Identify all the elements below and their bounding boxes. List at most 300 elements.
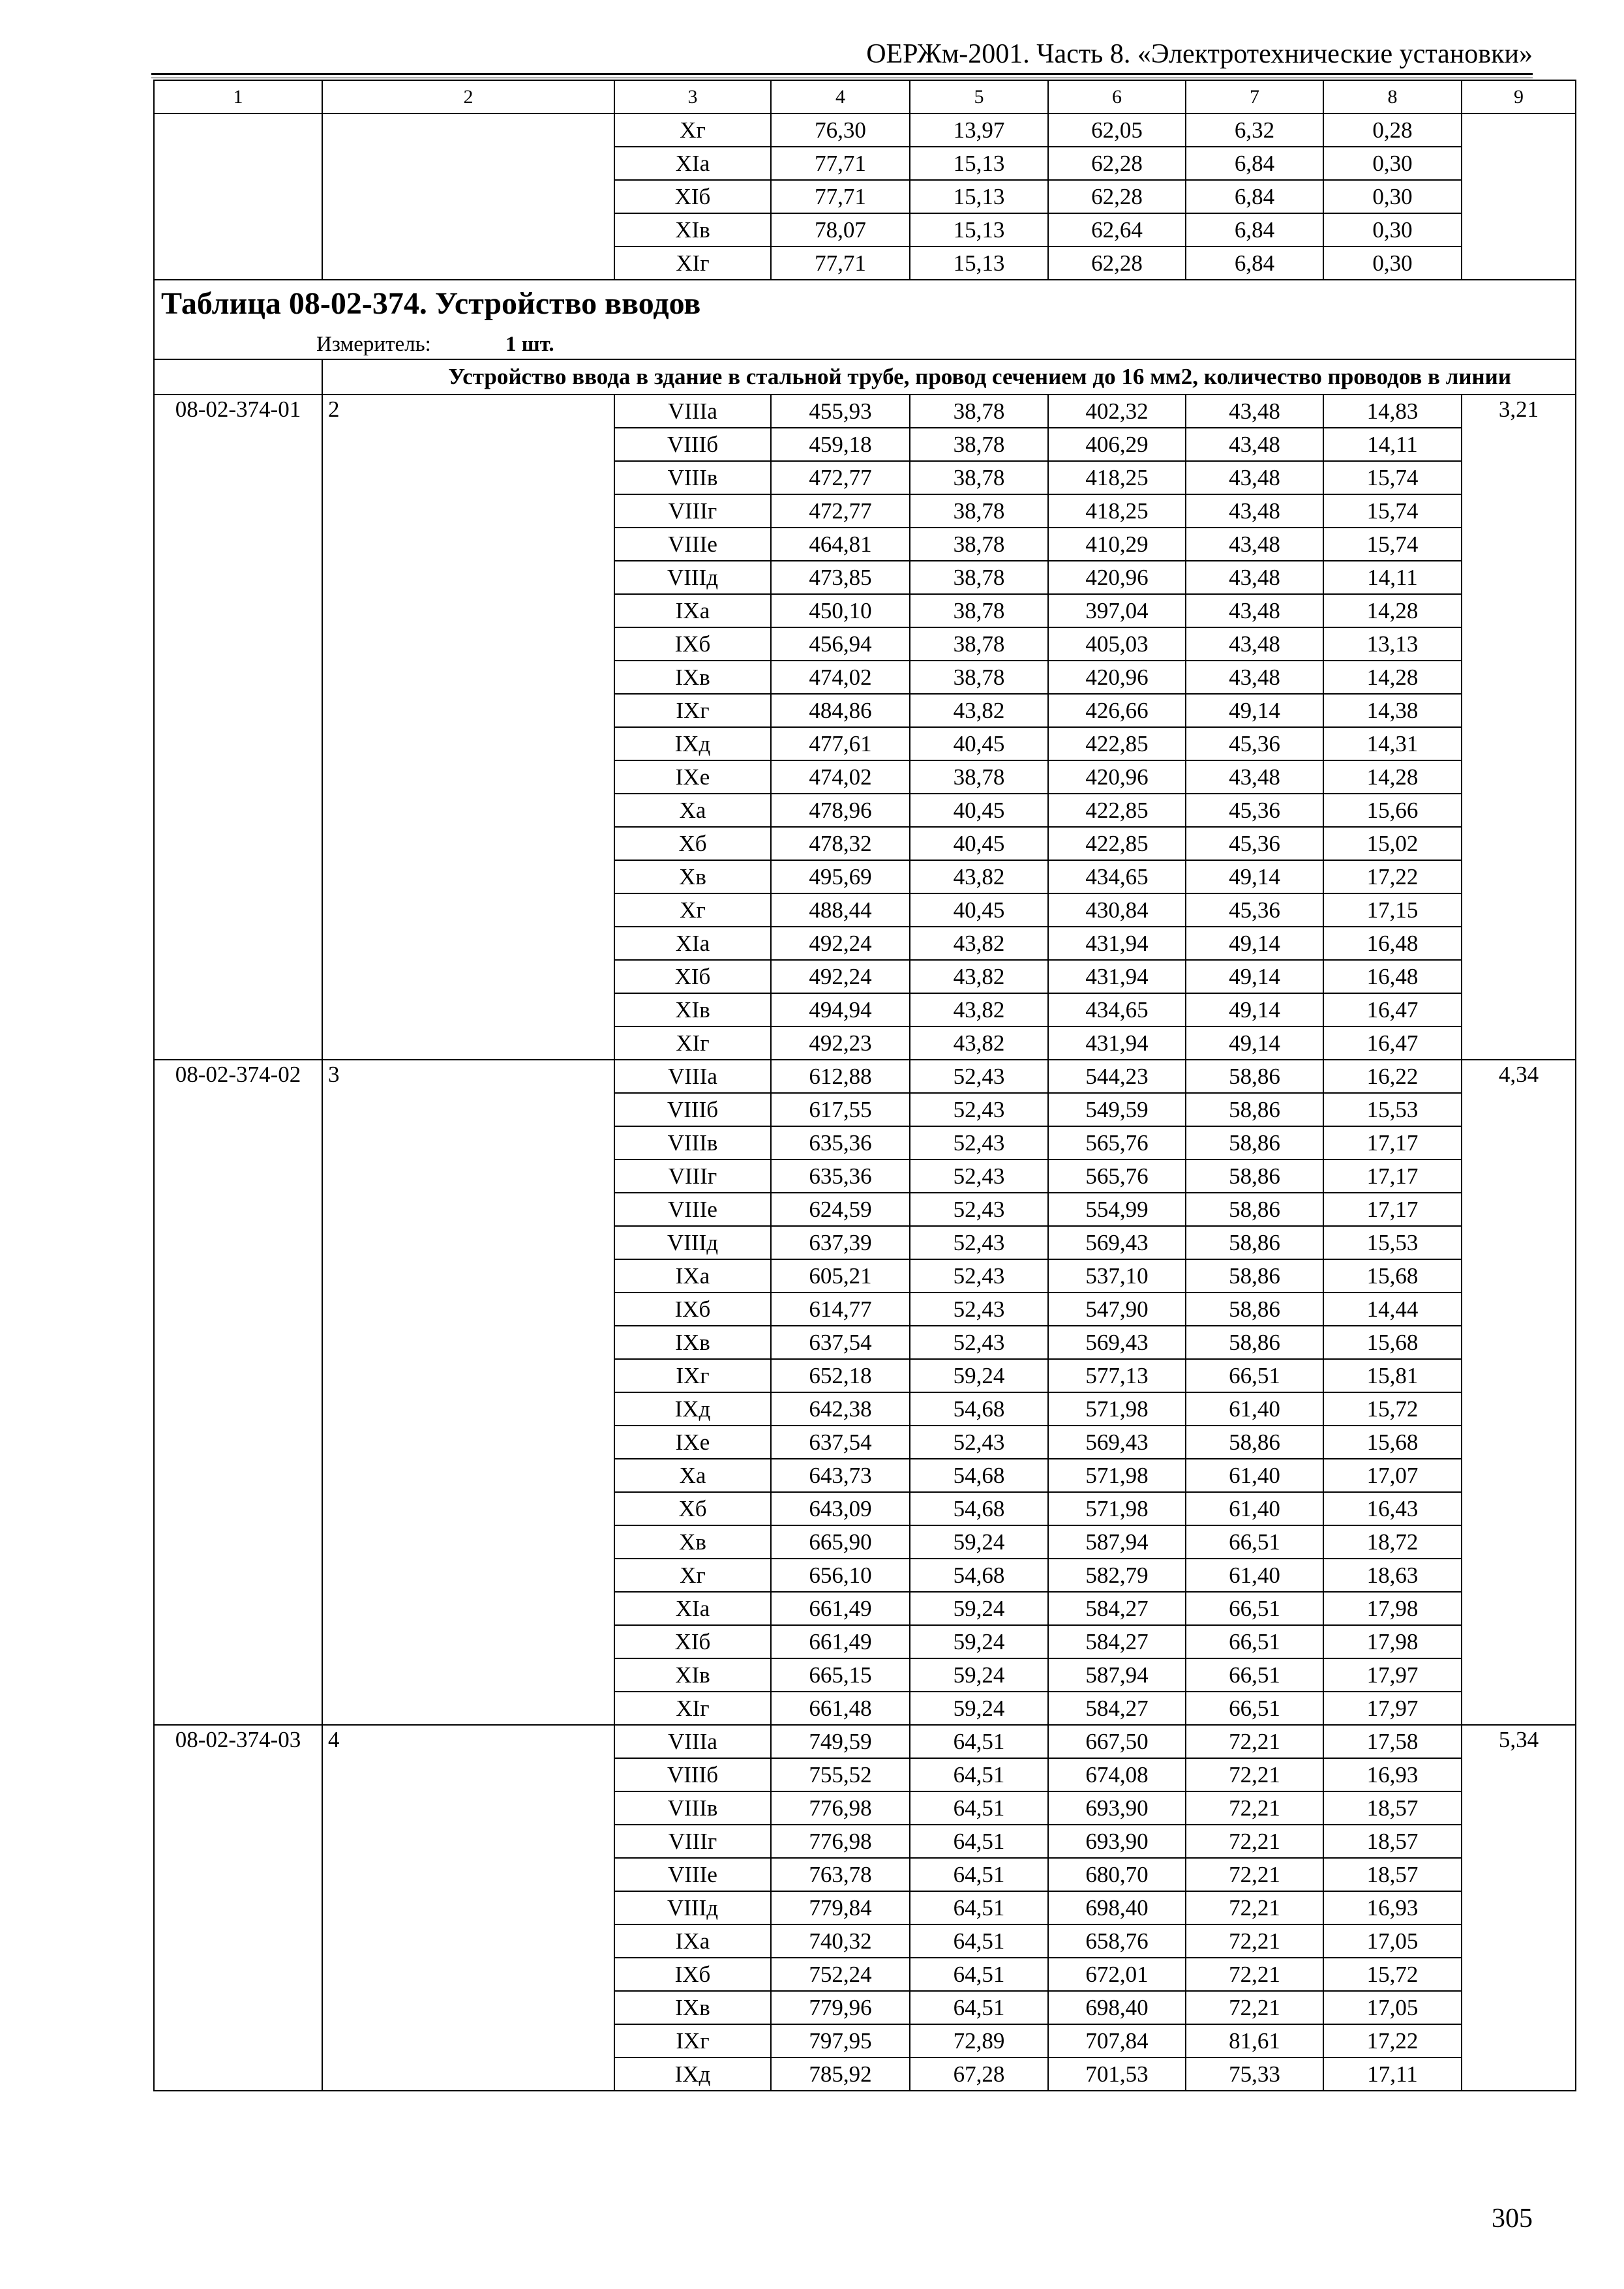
- value-cell: 779,84: [771, 1891, 910, 1924]
- value-cell: 405,03: [1048, 627, 1186, 661]
- zone-cell: VIIIб: [614, 428, 771, 461]
- table-title-row: [154, 280, 1576, 329]
- value-cell: 43,82: [910, 927, 1048, 960]
- value-cell: 617,55: [771, 1093, 910, 1126]
- unit-row: [154, 329, 1576, 359]
- value-cell: 6,84: [1186, 247, 1323, 280]
- value-cell: 420,96: [1048, 760, 1186, 794]
- value-cell: 661,49: [771, 1592, 910, 1625]
- zone-cell: VIIIа: [614, 395, 771, 428]
- wire-count-cell: 2: [322, 395, 614, 1060]
- value-cell: 15,13: [910, 213, 1048, 247]
- value-cell: 0,28: [1323, 113, 1462, 147]
- value-cell: 49,14: [1186, 993, 1323, 1026]
- value-cell: 15,81: [1323, 1359, 1462, 1392]
- column-number: 9: [1462, 80, 1576, 113]
- table-body: [154, 80, 1576, 2091]
- zone-cell: IХв: [614, 661, 771, 694]
- table-title: Таблица 08-02-374. Устройство вводов: [161, 286, 701, 321]
- col9-cell: [1462, 113, 1576, 280]
- value-cell: 569,43: [1048, 1226, 1186, 1259]
- value-cell: 13,97: [910, 113, 1048, 147]
- value-cell: 77,71: [771, 180, 910, 213]
- value-cell: 635,36: [771, 1126, 910, 1159]
- zone-cell: VIIIг: [614, 1159, 771, 1193]
- column-number: 6: [1048, 80, 1186, 113]
- zone-cell: VIIIв: [614, 1126, 771, 1159]
- zone-cell: ХIв: [614, 993, 771, 1026]
- value-cell: 582,79: [1048, 1559, 1186, 1592]
- zone-cell: IХг: [614, 1359, 771, 1392]
- section-header-row: [154, 359, 1576, 395]
- value-cell: 0,30: [1323, 147, 1462, 180]
- value-cell: 637,54: [771, 1426, 910, 1459]
- header-rule: [151, 73, 1533, 75]
- code-cell: 08-02-374-02: [154, 1060, 322, 1725]
- value-cell: 15,68: [1323, 1259, 1462, 1293]
- value-cell: 52,43: [910, 1293, 1048, 1326]
- zone-cell: ХIа: [614, 1592, 771, 1625]
- value-cell: 38,78: [910, 661, 1048, 694]
- value-cell: 652,18: [771, 1359, 910, 1392]
- value-cell: 58,86: [1186, 1426, 1323, 1459]
- value-cell: 58,86: [1186, 1259, 1323, 1293]
- value-cell: 54,68: [910, 1459, 1048, 1492]
- value-cell: 43,48: [1186, 760, 1323, 794]
- value-cell: 62,28: [1048, 180, 1186, 213]
- value-cell: 18,57: [1323, 1791, 1462, 1825]
- zone-cell: Хг: [614, 893, 771, 927]
- section-header-cell: [322, 359, 1576, 395]
- code-cell: 08-02-374-03: [154, 1725, 322, 2091]
- value-cell: 45,36: [1186, 794, 1323, 827]
- value-cell: 420,96: [1048, 561, 1186, 594]
- zone-cell: Хб: [614, 1492, 771, 1525]
- value-cell: 6,84: [1186, 147, 1323, 180]
- value-cell: 18,57: [1323, 1858, 1462, 1891]
- value-cell: 66,51: [1186, 1592, 1323, 1625]
- value-cell: 554,99: [1048, 1193, 1186, 1226]
- value-cell: 693,90: [1048, 1825, 1186, 1858]
- zone-cell: IХб: [614, 1293, 771, 1326]
- value-cell: 14,28: [1323, 661, 1462, 694]
- value-cell: 474,02: [771, 760, 910, 794]
- col9-cell: 3,21: [1462, 395, 1576, 1060]
- column-number-row: [154, 80, 1576, 113]
- value-cell: 455,93: [771, 395, 910, 428]
- value-cell: 64,51: [910, 1991, 1048, 2024]
- value-cell: 64,51: [910, 1858, 1048, 1891]
- value-cell: 40,45: [910, 827, 1048, 860]
- value-cell: 76,30: [771, 113, 910, 147]
- table-row: [154, 113, 1576, 147]
- value-cell: 571,98: [1048, 1492, 1186, 1525]
- value-cell: 13,13: [1323, 627, 1462, 661]
- value-cell: 40,45: [910, 794, 1048, 827]
- col9-cell: 5,34: [1462, 1725, 1576, 2091]
- value-cell: 58,86: [1186, 1326, 1323, 1359]
- value-cell: 52,43: [910, 1259, 1048, 1293]
- value-cell: 15,66: [1323, 794, 1462, 827]
- value-cell: 64,51: [910, 1725, 1048, 1758]
- value-cell: 16,47: [1323, 1026, 1462, 1060]
- value-cell: 587,94: [1048, 1525, 1186, 1559]
- value-cell: 52,43: [910, 1226, 1048, 1259]
- zone-cell: IХд: [614, 2057, 771, 2091]
- zone-cell: ХIб: [614, 1625, 771, 1658]
- value-cell: 52,43: [910, 1060, 1048, 1093]
- value-cell: 569,43: [1048, 1326, 1186, 1359]
- value-cell: 72,21: [1186, 1891, 1323, 1924]
- value-cell: 40,45: [910, 893, 1048, 927]
- value-cell: 43,48: [1186, 627, 1323, 661]
- value-cell: 477,61: [771, 727, 910, 760]
- value-cell: 577,13: [1048, 1359, 1186, 1392]
- value-cell: 14,28: [1323, 594, 1462, 627]
- column-number: 1: [154, 80, 322, 113]
- value-cell: 624,59: [771, 1193, 910, 1226]
- value-cell: 565,76: [1048, 1159, 1186, 1193]
- value-cell: 661,49: [771, 1625, 910, 1658]
- value-cell: 43,82: [910, 1026, 1048, 1060]
- value-cell: 16,43: [1323, 1492, 1462, 1525]
- value-cell: 75,33: [1186, 2057, 1323, 2091]
- value-cell: 17,11: [1323, 2057, 1462, 2091]
- value-cell: 635,36: [771, 1159, 910, 1193]
- value-cell: 15,74: [1323, 494, 1462, 528]
- value-cell: 45,36: [1186, 893, 1323, 927]
- value-cell: 571,98: [1048, 1392, 1186, 1426]
- value-cell: 16,22: [1323, 1060, 1462, 1093]
- value-cell: 15,53: [1323, 1226, 1462, 1259]
- zone-cell: IХа: [614, 1259, 771, 1293]
- value-cell: 14,83: [1323, 395, 1462, 428]
- value-cell: 45,36: [1186, 727, 1323, 760]
- value-cell: 680,70: [1048, 1858, 1186, 1891]
- zone-cell: Хв: [614, 860, 771, 893]
- zone-cell: IХе: [614, 1426, 771, 1459]
- value-cell: 434,65: [1048, 860, 1186, 893]
- value-cell: 698,40: [1048, 1991, 1186, 2024]
- value-cell: 410,29: [1048, 528, 1186, 561]
- value-cell: 549,59: [1048, 1093, 1186, 1126]
- value-cell: 478,96: [771, 794, 910, 827]
- value-cell: 58,86: [1186, 1226, 1323, 1259]
- value-cell: 587,94: [1048, 1658, 1186, 1692]
- zone-cell: Хв: [614, 1525, 771, 1559]
- value-cell: 672,01: [1048, 1958, 1186, 1991]
- value-cell: 67,28: [910, 2057, 1048, 2091]
- value-cell: 38,78: [910, 594, 1048, 627]
- value-cell: 701,53: [1048, 2057, 1186, 2091]
- value-cell: 43,48: [1186, 561, 1323, 594]
- zone-cell: VIIIе: [614, 1858, 771, 1891]
- zone-cell: VIIIв: [614, 1791, 771, 1825]
- value-cell: 450,10: [771, 594, 910, 627]
- value-cell: 15,53: [1323, 1093, 1462, 1126]
- value-cell: 14,28: [1323, 760, 1462, 794]
- zone-cell: ХIа: [614, 927, 771, 960]
- value-cell: 17,05: [1323, 1991, 1462, 2024]
- value-cell: 58,86: [1186, 1159, 1323, 1193]
- value-cell: 17,58: [1323, 1725, 1462, 1758]
- value-cell: 779,96: [771, 1991, 910, 2024]
- value-cell: 66,51: [1186, 1625, 1323, 1658]
- value-cell: 66,51: [1186, 1359, 1323, 1392]
- wire-count-cell: 3: [322, 1060, 614, 1725]
- value-cell: 18,57: [1323, 1825, 1462, 1858]
- value-cell: 18,63: [1323, 1559, 1462, 1592]
- zone-cell: Хб: [614, 827, 771, 860]
- zone-cell: VIIIг: [614, 1825, 771, 1858]
- value-cell: 18,72: [1323, 1525, 1462, 1559]
- value-cell: 15,72: [1323, 1958, 1462, 1991]
- wire-count-cell: [322, 113, 614, 280]
- value-cell: 740,32: [771, 1924, 910, 1958]
- value-cell: 72,21: [1186, 1858, 1323, 1891]
- value-cell: 569,43: [1048, 1426, 1186, 1459]
- value-cell: 752,24: [771, 1958, 910, 1991]
- value-cell: 72,21: [1186, 1924, 1323, 1958]
- value-cell: 15,13: [910, 247, 1048, 280]
- zone-cell: IХб: [614, 627, 771, 661]
- value-cell: 72,89: [910, 2024, 1048, 2057]
- value-cell: 58,86: [1186, 1126, 1323, 1159]
- value-cell: 643,09: [771, 1492, 910, 1525]
- value-cell: 15,68: [1323, 1326, 1462, 1359]
- value-cell: 52,43: [910, 1426, 1048, 1459]
- value-cell: 38,78: [910, 627, 1048, 661]
- value-cell: 59,24: [910, 1592, 1048, 1625]
- table-title-cell: [154, 280, 1576, 329]
- value-cell: 64,51: [910, 1924, 1048, 1958]
- value-cell: 643,73: [771, 1459, 910, 1492]
- value-cell: 43,82: [910, 960, 1048, 993]
- value-cell: 59,24: [910, 1625, 1048, 1658]
- value-cell: 38,78: [910, 395, 1048, 428]
- value-cell: 785,92: [771, 2057, 910, 2091]
- value-cell: 637,54: [771, 1326, 910, 1359]
- value-cell: 406,29: [1048, 428, 1186, 461]
- value-cell: 431,94: [1048, 927, 1186, 960]
- value-cell: 72,21: [1186, 1791, 1323, 1825]
- zone-cell: IХг: [614, 694, 771, 727]
- value-cell: 16,93: [1323, 1758, 1462, 1791]
- value-cell: 43,48: [1186, 395, 1323, 428]
- value-cell: 38,78: [910, 760, 1048, 794]
- value-cell: 54,68: [910, 1392, 1048, 1426]
- value-cell: 456,94: [771, 627, 910, 661]
- value-cell: 17,22: [1323, 2024, 1462, 2057]
- value-cell: 488,44: [771, 893, 910, 927]
- table-row: [154, 1725, 1576, 1758]
- value-cell: 0,30: [1323, 213, 1462, 247]
- zone-cell: VIIIе: [614, 1193, 771, 1226]
- unit-cell: [154, 329, 1576, 359]
- zone-cell: Хг: [614, 113, 771, 147]
- zone-cell: ХIг: [614, 247, 771, 280]
- value-cell: 38,78: [910, 494, 1048, 528]
- value-cell: 43,48: [1186, 661, 1323, 694]
- value-cell: 698,40: [1048, 1891, 1186, 1924]
- value-cell: 537,10: [1048, 1259, 1186, 1293]
- value-cell: 43,48: [1186, 494, 1323, 528]
- value-cell: 61,40: [1186, 1559, 1323, 1592]
- value-cell: 49,14: [1186, 1026, 1323, 1060]
- value-cell: 492,23: [771, 1026, 910, 1060]
- value-cell: 59,24: [910, 1359, 1048, 1392]
- value-cell: 420,96: [1048, 661, 1186, 694]
- value-cell: 16,47: [1323, 993, 1462, 1026]
- value-cell: 15,13: [910, 180, 1048, 213]
- value-cell: 15,72: [1323, 1392, 1462, 1426]
- column-number: 5: [910, 80, 1048, 113]
- value-cell: 59,24: [910, 1692, 1048, 1725]
- value-cell: 43,82: [910, 860, 1048, 893]
- unit-value: 1 шт.: [505, 333, 554, 356]
- value-cell: 0,30: [1323, 247, 1462, 280]
- zone-cell: VIIIд: [614, 1226, 771, 1259]
- value-cell: 16,48: [1323, 960, 1462, 993]
- value-cell: 64,51: [910, 1958, 1048, 1991]
- value-cell: 494,94: [771, 993, 910, 1026]
- value-cell: 642,38: [771, 1392, 910, 1426]
- value-cell: 776,98: [771, 1791, 910, 1825]
- zone-cell: IХв: [614, 1326, 771, 1359]
- value-cell: 661,48: [771, 1692, 910, 1725]
- zone-cell: ХIб: [614, 960, 771, 993]
- value-cell: 14,31: [1323, 727, 1462, 760]
- value-cell: 776,98: [771, 1825, 910, 1858]
- value-cell: 72,21: [1186, 1725, 1323, 1758]
- value-cell: 77,71: [771, 147, 910, 180]
- value-cell: 656,10: [771, 1559, 910, 1592]
- value-cell: 707,84: [1048, 2024, 1186, 2057]
- value-cell: 693,90: [1048, 1791, 1186, 1825]
- value-cell: 658,76: [1048, 1924, 1186, 1958]
- zone-cell: VIIIб: [614, 1093, 771, 1126]
- value-cell: 492,24: [771, 960, 910, 993]
- column-number: 8: [1323, 80, 1462, 113]
- value-cell: 38,78: [910, 461, 1048, 494]
- value-cell: 544,23: [1048, 1060, 1186, 1093]
- value-cell: 54,68: [910, 1492, 1048, 1525]
- value-cell: 72,21: [1186, 1825, 1323, 1858]
- zone-cell: ХIг: [614, 1692, 771, 1725]
- value-cell: 15,13: [910, 147, 1048, 180]
- column-number: 4: [771, 80, 910, 113]
- value-cell: 478,32: [771, 827, 910, 860]
- column-number: 2: [322, 80, 614, 113]
- value-cell: 72,21: [1186, 1991, 1323, 2024]
- value-cell: 422,85: [1048, 827, 1186, 860]
- value-cell: 422,85: [1048, 727, 1186, 760]
- value-cell: 17,15: [1323, 893, 1462, 927]
- zone-cell: ХIв: [614, 1658, 771, 1692]
- value-cell: 426,66: [1048, 694, 1186, 727]
- zone-cell: IХг: [614, 2024, 771, 2057]
- value-cell: 667,50: [1048, 1725, 1186, 1758]
- value-cell: 66,51: [1186, 1525, 1323, 1559]
- value-cell: 16,48: [1323, 927, 1462, 960]
- value-cell: 763,78: [771, 1858, 910, 1891]
- value-cell: 59,24: [910, 1658, 1048, 1692]
- value-cell: 434,65: [1048, 993, 1186, 1026]
- zone-cell: VIIIб: [614, 1758, 771, 1791]
- zone-cell: ХIв: [614, 213, 771, 247]
- value-cell: 62,05: [1048, 113, 1186, 147]
- zone-cell: ХIб: [614, 180, 771, 213]
- value-cell: 78,07: [771, 213, 910, 247]
- value-cell: 17,05: [1323, 1924, 1462, 1958]
- section-header-spacer: [154, 359, 322, 395]
- column-number: 7: [1186, 80, 1323, 113]
- value-cell: 464,81: [771, 528, 910, 561]
- value-cell: 402,32: [1048, 395, 1186, 428]
- unit-label: Измеритель:: [316, 333, 431, 356]
- value-cell: 14,44: [1323, 1293, 1462, 1326]
- value-cell: 43,48: [1186, 528, 1323, 561]
- value-cell: 58,86: [1186, 1293, 1323, 1326]
- zone-cell: IХб: [614, 1958, 771, 1991]
- value-cell: 38,78: [910, 528, 1048, 561]
- value-cell: 397,04: [1048, 594, 1186, 627]
- value-cell: 473,85: [771, 561, 910, 594]
- value-cell: 6,84: [1186, 213, 1323, 247]
- zone-cell: IХа: [614, 1924, 771, 1958]
- value-cell: 17,22: [1323, 860, 1462, 893]
- value-cell: 52,43: [910, 1326, 1048, 1359]
- value-cell: 17,17: [1323, 1126, 1462, 1159]
- value-cell: 49,14: [1186, 927, 1323, 960]
- col9-cell: 4,34: [1462, 1060, 1576, 1725]
- value-cell: 43,48: [1186, 594, 1323, 627]
- value-cell: 14,11: [1323, 561, 1462, 594]
- running-header: ОЕРЖм-2001. Часть 8. «Электротехнические установки»: [866, 39, 1533, 69]
- zone-cell: VIIIа: [614, 1725, 771, 1758]
- value-cell: 59,24: [910, 1525, 1048, 1559]
- zone-cell: IХа: [614, 594, 771, 627]
- value-cell: 72,21: [1186, 1958, 1323, 1991]
- value-cell: 749,59: [771, 1725, 910, 1758]
- zone-cell: IХд: [614, 1392, 771, 1426]
- value-cell: 422,85: [1048, 794, 1186, 827]
- zone-cell: ХIа: [614, 147, 771, 180]
- value-cell: 665,15: [771, 1658, 910, 1692]
- value-cell: 61,40: [1186, 1392, 1323, 1426]
- value-cell: 43,82: [910, 993, 1048, 1026]
- value-cell: 584,27: [1048, 1592, 1186, 1625]
- value-cell: 6,84: [1186, 180, 1323, 213]
- value-cell: 15,74: [1323, 461, 1462, 494]
- value-cell: 61,40: [1186, 1459, 1323, 1492]
- value-cell: 797,95: [771, 2024, 910, 2057]
- value-cell: 547,90: [1048, 1293, 1186, 1326]
- value-cell: 665,90: [771, 1525, 910, 1559]
- value-cell: 15,02: [1323, 827, 1462, 860]
- value-cell: 16,93: [1323, 1891, 1462, 1924]
- zone-cell: VIIIе: [614, 528, 771, 561]
- value-cell: 64,51: [910, 1891, 1048, 1924]
- value-cell: 38,78: [910, 561, 1048, 594]
- value-cell: 72,21: [1186, 1758, 1323, 1791]
- value-cell: 612,88: [771, 1060, 910, 1093]
- value-cell: 62,28: [1048, 247, 1186, 280]
- value-cell: 64,51: [910, 1825, 1048, 1858]
- zone-cell: IХв: [614, 1991, 771, 2024]
- value-cell: 15,68: [1323, 1426, 1462, 1459]
- value-cell: 43,48: [1186, 461, 1323, 494]
